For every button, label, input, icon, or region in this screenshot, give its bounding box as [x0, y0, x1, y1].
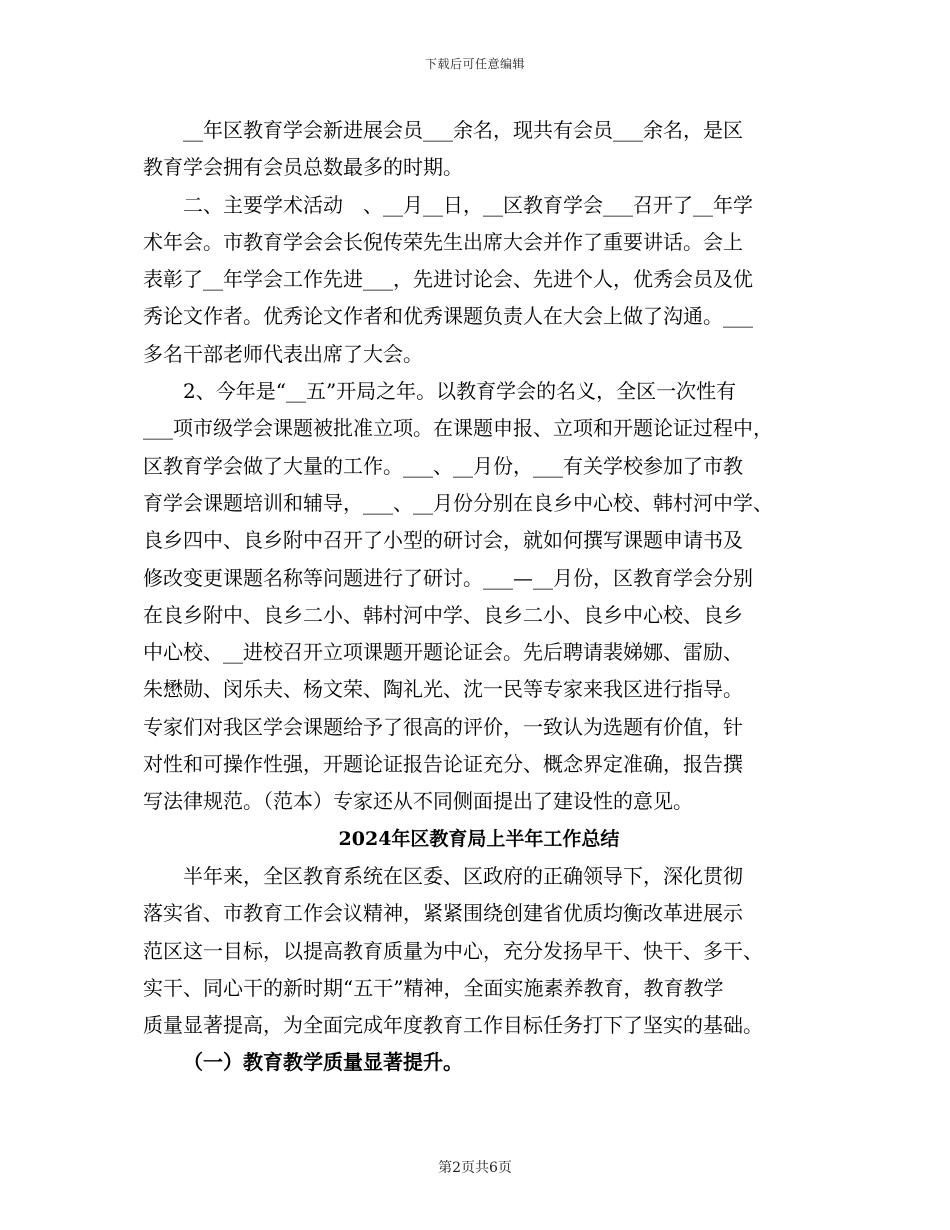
paragraph-line: 朱懋勋、闵乐夫、杨文荣、陶礼光、沈一民等专家来我区进行指导。: [143, 677, 743, 702]
page-header: 下载后可任意编辑: [424, 57, 525, 71]
paragraph-line: 专家们对我区学会课题给予了很高的评价，一致认为选题有价值，针: [143, 714, 743, 739]
paragraph-line: 对性和可操作性强，开题论证报告论证充分、概念界定准确，报告撰: [143, 752, 743, 777]
paragraph-line: 秀论文作者。优秀论文作者和优秀课题负责人在大会上做了沟通。___: [143, 304, 753, 329]
section-title: 2024年区教育局上半年工作总结: [338, 827, 620, 850]
paragraph-line: 在良乡附中、良乡二小、韩村河中学、良乡二小、良乡中心校、良乡: [143, 602, 743, 627]
paragraph-line: 修改变更课题名称等问题进行了研讨。___—__月份，区教育学会分别: [143, 565, 753, 590]
document-body: [143, 112, 815, 1082]
paragraph-line: 多名干部老师代表出席了大会。: [143, 341, 423, 366]
paragraph-line: 良乡四中、良乡附中召开了小型的研讨会，就如何撰写课题申请书及: [143, 528, 743, 553]
paragraph-line: 落实省、市教育工作会议精神，紧紧围绕创建省优质均衡改革进展示: [143, 901, 743, 926]
paragraph-line: 实干、同心干的新时期“五干”精神，全面实施素养教育，教育教学: [143, 975, 724, 1000]
paragraph-line: 2、今年是“__五”开局之年。以教育学会的名义，全区一次性有: [183, 379, 737, 404]
paragraph-line: 写法律规范。（范本）专家还从不同侧面提出了建设性的意见。: [143, 789, 693, 814]
paragraph-line: 区教育学会做了大量的工作。___、__月份，___有关学校参加了市教: [143, 453, 743, 478]
subsection-heading: （一）教育教学质量显著提升。: [183, 1050, 463, 1075]
paragraph-line: 半年来，全区教育系统在区委、区政府的正确领导下，深化贯彻: [183, 863, 743, 888]
paragraph-line: 育学会课题培训和辅导，___、__月份分别在良乡中心校、韩村河中学、: [143, 490, 773, 515]
paragraph-line: 中心校、__进校召开立项课题开题论证会。先后聘请裴娣娜、雷励、: [143, 640, 743, 665]
paragraph-line: 表彰了__年学会工作先进___，先进讨论会、先进个人，优秀会员及优: [143, 267, 753, 292]
page-footer: 第2页共6页: [438, 1160, 512, 1176]
paragraph-line: 教育学会拥有会员总数最多的时期。: [143, 155, 463, 180]
paragraph-line: 二、主要学术活动 、__月__日，__区教育学会___召开了__年学: [183, 192, 753, 217]
paragraph-line: ___项市级学会课题被批准立项。在课题申报、立项和开题论证过程中，: [143, 416, 773, 441]
paragraph-line: 范区这一目标，以提高教育质量为中心，充分发扬早干、快干、多干、: [143, 938, 763, 963]
paragraph-line: 术年会。市教育学会会长倪传荣先生出席大会并作了重要讲话。会上: [143, 229, 743, 254]
paragraph-line: __年区教育学会新进展会员___余名，现共有会员___余名，是区: [183, 118, 743, 142]
paragraph-line: 质量显著提高，为全面完成年度教育工作目标任务打下了坚实的基础。: [143, 1013, 763, 1038]
